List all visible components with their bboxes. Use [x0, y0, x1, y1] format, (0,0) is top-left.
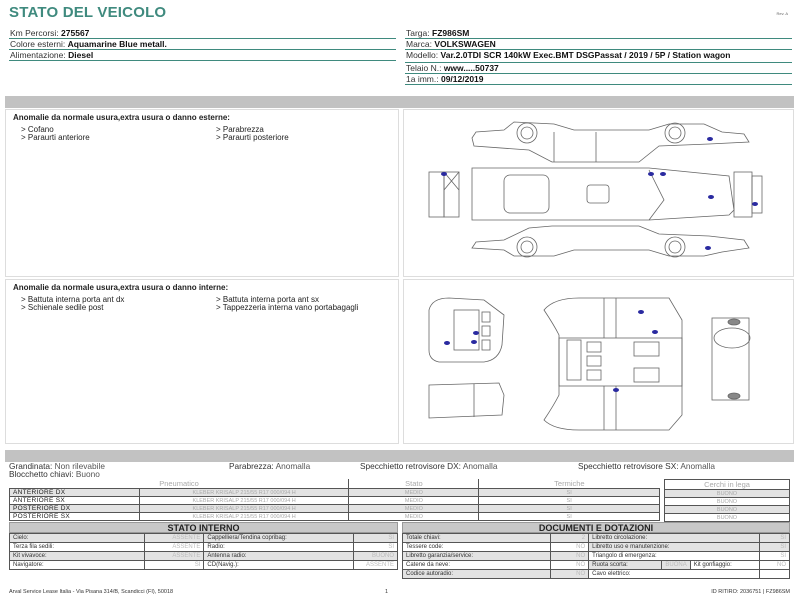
value: Anomalla	[680, 461, 715, 471]
value: NO	[551, 552, 589, 561]
car-front-view	[429, 172, 459, 217]
external-damage-title: Anomalie da normale usura,extra usura o danno esterne:	[13, 113, 230, 122]
internal-diagram-panel	[403, 279, 794, 444]
external-diagram-panel	[403, 109, 794, 277]
label: Catene da neve:	[403, 561, 551, 570]
rim-value: BUONO	[665, 514, 790, 522]
list-item: > Parabrezza	[216, 125, 264, 134]
stato-interno-title: STATO INTERNO	[9, 522, 398, 533]
damage-marker	[660, 172, 666, 176]
tyre-termiche: SI	[479, 505, 660, 513]
value: ASSENTE	[144, 534, 204, 543]
rims-table	[664, 479, 790, 522]
tyre-model: KLEBER KRISALP 215/55 R17 000/094 H	[139, 513, 349, 521]
label: Radio:	[204, 543, 354, 552]
label: Totale chiavi:	[403, 534, 551, 543]
summary-parabrezza	[229, 462, 310, 471]
summary-specchietto-sx	[578, 462, 715, 471]
value: SI	[760, 543, 790, 552]
car-exterior-diagram	[404, 110, 795, 278]
tyre-position: POSTERIORE DX	[10, 505, 140, 513]
revision-label: Rev. A	[776, 11, 788, 16]
summary-specchietto-dx	[360, 462, 497, 471]
info-row-telaio	[405, 63, 792, 74]
damage-marker	[613, 388, 619, 392]
label: 1a imm.:	[406, 74, 439, 84]
table-row	[403, 534, 790, 543]
footer-company: Arval Service Lease Italia - Via Pisana 314/B, Scandicci (FI), 50018	[9, 589, 174, 595]
label: Navigatore:	[10, 561, 145, 570]
info-row-marca	[405, 39, 792, 50]
value: NO	[551, 561, 589, 570]
label: Cavo elettrico:	[589, 570, 760, 579]
label: Kit vivavoce:	[10, 552, 145, 561]
damage-marker	[473, 331, 479, 335]
label: Colore esterni:	[10, 39, 66, 49]
tyre-model: KLEBER KRISALP 215/55 R17 000/094 H	[139, 497, 349, 505]
internal-damage-list	[21, 296, 398, 313]
value: Var.2.0TDI SCR 140kW Exec.BMT DSGPassat / 2019 / 5P / Station wagon	[440, 50, 731, 60]
header-termiche: Termiche	[479, 479, 660, 489]
table-header-row	[10, 479, 660, 489]
label: Tessere code:	[403, 543, 551, 552]
table-row	[403, 543, 790, 552]
value	[760, 570, 790, 579]
value: ASSENTE	[144, 552, 204, 561]
table-row	[10, 505, 660, 513]
rim-value: BUONO	[665, 490, 790, 498]
damage-marker	[705, 246, 711, 250]
value: 09/12/2019	[440, 74, 484, 84]
cabin-view	[412, 280, 682, 430]
value: SI	[354, 543, 398, 552]
value: NO	[551, 543, 589, 552]
label: CD(Navig.):	[204, 561, 354, 570]
header-stato: Stato	[349, 479, 479, 489]
table-row	[403, 561, 790, 570]
value: ASSENTE	[354, 561, 398, 570]
label: Grandinata:	[9, 461, 53, 471]
value: Diesel	[68, 50, 94, 60]
tyre-stato: MEDIO	[349, 489, 479, 497]
label: Cappelliera/Tendina copribag:	[204, 534, 354, 543]
value: BUONO	[354, 552, 398, 561]
section-divider	[5, 96, 794, 108]
label: Marca:	[406, 39, 432, 49]
label: Targa:	[406, 28, 430, 38]
value: ASSENTE	[144, 543, 204, 552]
info-row-alimentazione	[9, 50, 396, 61]
damage-marker	[648, 172, 654, 176]
table-row	[665, 506, 790, 514]
documenti-table	[402, 533, 790, 579]
external-damage-list	[21, 126, 398, 143]
header-cerchi: Cerchi in lega	[665, 480, 790, 490]
list-item: > Battuta interna porta ant dx	[21, 295, 125, 304]
car-top-view	[472, 168, 734, 220]
document-title: STATO DEL VEICOLO	[9, 4, 167, 21]
label: Ruota scorta:	[589, 561, 662, 570]
value: VOLKSWAGEN	[434, 39, 496, 49]
header-pneumatico: Pneumatico	[10, 479, 349, 489]
table-row	[10, 513, 660, 521]
roof-view	[429, 383, 504, 418]
value: 2	[551, 534, 589, 543]
table-row	[10, 552, 398, 561]
label: Libretto uso e manutenzione:	[589, 543, 760, 552]
value: Anomalla	[462, 461, 498, 471]
tyre-position: ANTERIORE DX	[10, 489, 140, 497]
tyres-table	[9, 479, 660, 521]
damage-marker	[471, 340, 477, 344]
damage-markers	[441, 137, 758, 250]
table-row	[10, 534, 398, 543]
value: Buono	[75, 469, 100, 479]
list-item: > Paraurti anteriore	[21, 133, 90, 143]
label: Codice autoradio:	[403, 570, 551, 579]
info-row-targa	[405, 28, 792, 39]
value: SI	[760, 552, 790, 561]
label: Km Percorsi:	[10, 28, 59, 38]
damage-marker	[638, 310, 644, 314]
tyre-model: KLEBER KRISALP 215/55 R17 000/094 H	[139, 489, 349, 497]
table-row	[403, 570, 790, 579]
list-item: > Cofano	[21, 125, 54, 134]
info-row-immatricolazione	[405, 74, 792, 85]
label: Blocchetto chiavi:	[9, 469, 74, 479]
table-row	[665, 498, 790, 506]
value: SI	[760, 534, 790, 543]
internal-damage-panel	[5, 279, 399, 444]
label: Modello:	[406, 50, 439, 60]
tyre-position: POSTERIORE SX	[10, 513, 140, 521]
info-row-colore	[9, 39, 396, 50]
value: 275567	[61, 28, 90, 38]
summary-blocchetto	[9, 470, 100, 479]
rim-value: BUONO	[665, 498, 790, 506]
value: BUONA	[662, 561, 690, 570]
damage-markers	[444, 310, 658, 392]
tyre-stato: MEDIO	[349, 513, 479, 521]
tyre-position: ANTERIORE SX	[10, 497, 140, 505]
internal-damage-title: Anomalie da normale usura,extra usura o danno interne:	[13, 283, 229, 292]
value: FZ986SM	[432, 28, 470, 38]
label: Triangolo di emergenza:	[589, 552, 760, 561]
table-row	[10, 497, 660, 505]
value: www.....50737	[443, 63, 499, 73]
tyre-stato: MEDIO	[349, 505, 479, 513]
damage-marker	[708, 195, 714, 199]
list-item: > Tappezzeria interna vano portabagagli	[216, 303, 359, 313]
damage-marker	[441, 172, 447, 176]
rim-value: BUONO	[665, 506, 790, 514]
label: Cielo:	[10, 534, 145, 543]
list-item: > Schienale sedile post	[21, 303, 104, 313]
external-damage-panel	[5, 109, 399, 277]
tyre-termiche: SI	[479, 513, 660, 521]
label: Specchietto retrovisore SX:	[578, 461, 679, 471]
info-row-km	[9, 28, 396, 39]
value: NO	[551, 570, 589, 579]
table-row	[665, 490, 790, 498]
damage-marker	[444, 341, 450, 345]
label: Libretto garanzia/service:	[403, 552, 551, 561]
car-side-view-top	[472, 122, 749, 162]
vehicle-info-right	[405, 28, 792, 85]
table-row	[10, 489, 660, 497]
value: Anomalla	[275, 461, 311, 471]
car-rear-view	[734, 172, 762, 217]
label: Kit gonfiaggio:	[690, 561, 759, 570]
table-row	[665, 514, 790, 522]
tyre-termiche: SI	[479, 489, 660, 497]
footer-id: ID RITIRO: 2036751 | FZ986SM	[711, 589, 790, 595]
tyre-stato: MEDIO	[349, 497, 479, 505]
value: Non rilevabile	[54, 461, 105, 471]
value: NO	[760, 561, 790, 570]
value: SI	[354, 534, 398, 543]
damage-marker	[707, 137, 713, 141]
damage-marker	[752, 202, 758, 206]
footer-page-number: 1	[385, 589, 389, 595]
value: Aquamarine Blue metall.	[67, 39, 167, 49]
label: Terza fila sedili:	[10, 543, 145, 552]
label: Parabrezza:	[229, 461, 274, 471]
label: Alimentazione:	[10, 50, 66, 60]
table-row	[10, 543, 398, 552]
trunk-view	[429, 298, 504, 362]
info-row-modello	[405, 50, 792, 63]
damage-marker	[652, 330, 658, 334]
list-item: > Paraurti posteriore	[216, 133, 289, 143]
label: Antenna radio:	[204, 552, 354, 561]
list-item: > Battuta interna porta ant sx	[216, 295, 319, 304]
label: Libretto circolazione:	[589, 534, 760, 543]
tyre-termiche: SI	[479, 497, 660, 505]
value: SI	[144, 561, 204, 570]
car-interior-diagram	[404, 280, 795, 445]
stato-interno-table	[9, 533, 398, 570]
table-header-row	[665, 480, 790, 490]
vehicle-info-left	[9, 28, 396, 61]
car-side-view-bottom	[472, 226, 749, 257]
table-row	[10, 561, 398, 570]
label: Specchietto retrovisore DX:	[360, 461, 461, 471]
label: Telaio N.:	[406, 63, 442, 73]
tyre-model: KLEBER KRISALP 215/55 R17 000/094 H	[139, 505, 349, 513]
dashboard-view	[712, 318, 750, 400]
table-row	[403, 552, 790, 561]
documenti-title: DOCUMENTI E DOTAZIONI	[402, 522, 790, 533]
